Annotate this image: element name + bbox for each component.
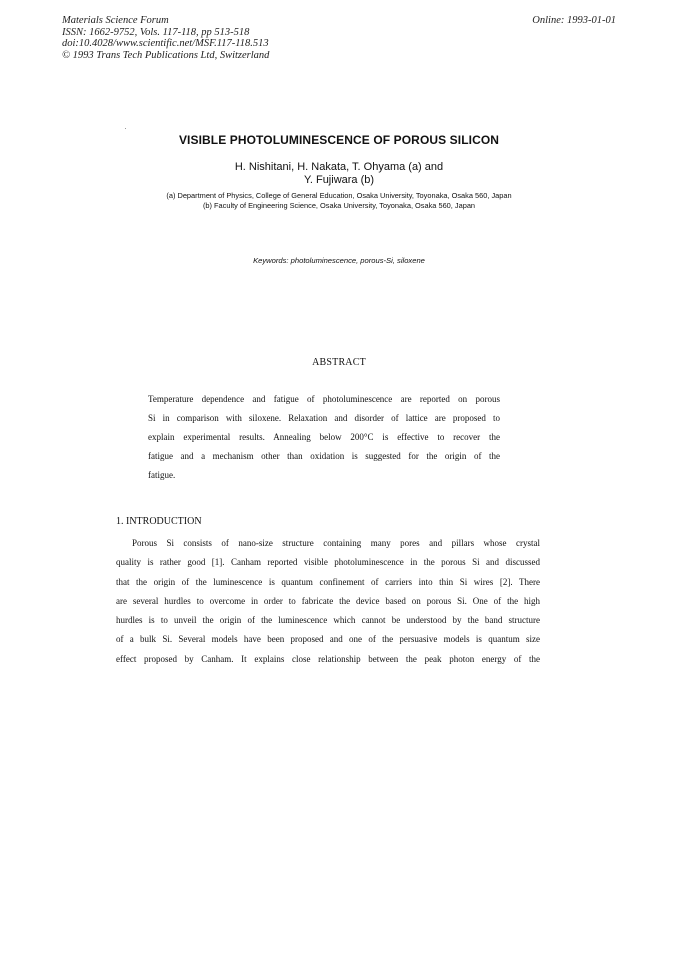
body-line: hurdles is to unveil the origin of the luminescence which cannot be understood by the band structure — [116, 615, 540, 626]
body-line: effect proposed by Canham. It explains close relationship between the peak photon energy of the — [116, 653, 540, 664]
journal-header — [62, 15, 269, 61]
body-line: Porous Si consists of nano-size structure containing many pores and pillars whose crystal — [132, 538, 540, 548]
copyright-line: © 1993 Trans Tech Publications Ltd, Switzerland — [62, 49, 270, 61]
keywords: Keywords: photoluminescence, porous-Si, siloxene — [253, 256, 425, 265]
abstract-heading: ABSTRACT — [312, 357, 366, 368]
body-line: quality is rather good [1]. Canham reported visible photoluminescence in the porous Si and discussed — [116, 557, 540, 568]
abstract-line: explain experimental results. Annealing below 200°C is effective to recover the — [148, 432, 500, 442]
abstract-line: Si in comparison with siloxene. Relaxation and disorder of lattice are proposed to — [148, 413, 500, 423]
affiliation-b: (b) Faculty of Engineering Science, Osaka University, Toyonaka, Osaka 560, Japan — [202, 201, 476, 210]
affiliations — [0, 191, 678, 211]
abstract-line: fatigue. — [148, 470, 176, 480]
paper-title: VISIBLE PHOTOLUMINESCENCE OF POROUS SILICON — [178, 133, 500, 147]
body-line: are several hurdles to overcome in order to fabricate the device based on porous Si. One of the high — [116, 595, 540, 606]
abstract-line: Temperature dependence and fatigue of photoluminescence are reported on porous — [148, 394, 500, 404]
issn-line: ISSN: 1662-9752, Vols. 117-118, pp 513-518 — [62, 26, 250, 38]
authors-line-2: Y. Fujiwara (b) — [303, 174, 375, 186]
authors-line-1: H. Nishitani, H. Nakata, T. Ohyama (a) and — [234, 161, 444, 173]
section-heading-introduction: 1. INTRODUCTION — [116, 516, 202, 527]
online-date: Online: 1993-01-01 — [532, 15, 616, 26]
body-line: of a bulk Si. Several models have been proposed and one of the persuasive models is quantum size — [116, 634, 540, 645]
scan-speck — [125, 128, 126, 129]
abstract-body — [148, 390, 500, 485]
introduction-body — [116, 534, 540, 669]
affiliation-a: (a) Department of Physics, College of General Education, Osaka University, Toyonaka, Osaka 560, Japan — [166, 191, 512, 200]
journal-name: Materials Science Forum — [62, 15, 169, 26]
body-line: that the origin of the luminescence is quantum confinement of carriers into thin Si wires [2]. There — [116, 576, 540, 587]
abstract-line: fatigue and a mechanism other than oxidation is suggested for the origin of the — [148, 451, 500, 461]
author-block — [0, 161, 678, 187]
doi-line: doi:10.4028/www.scientific.net/MSF.117-118.513 — [62, 38, 269, 49]
